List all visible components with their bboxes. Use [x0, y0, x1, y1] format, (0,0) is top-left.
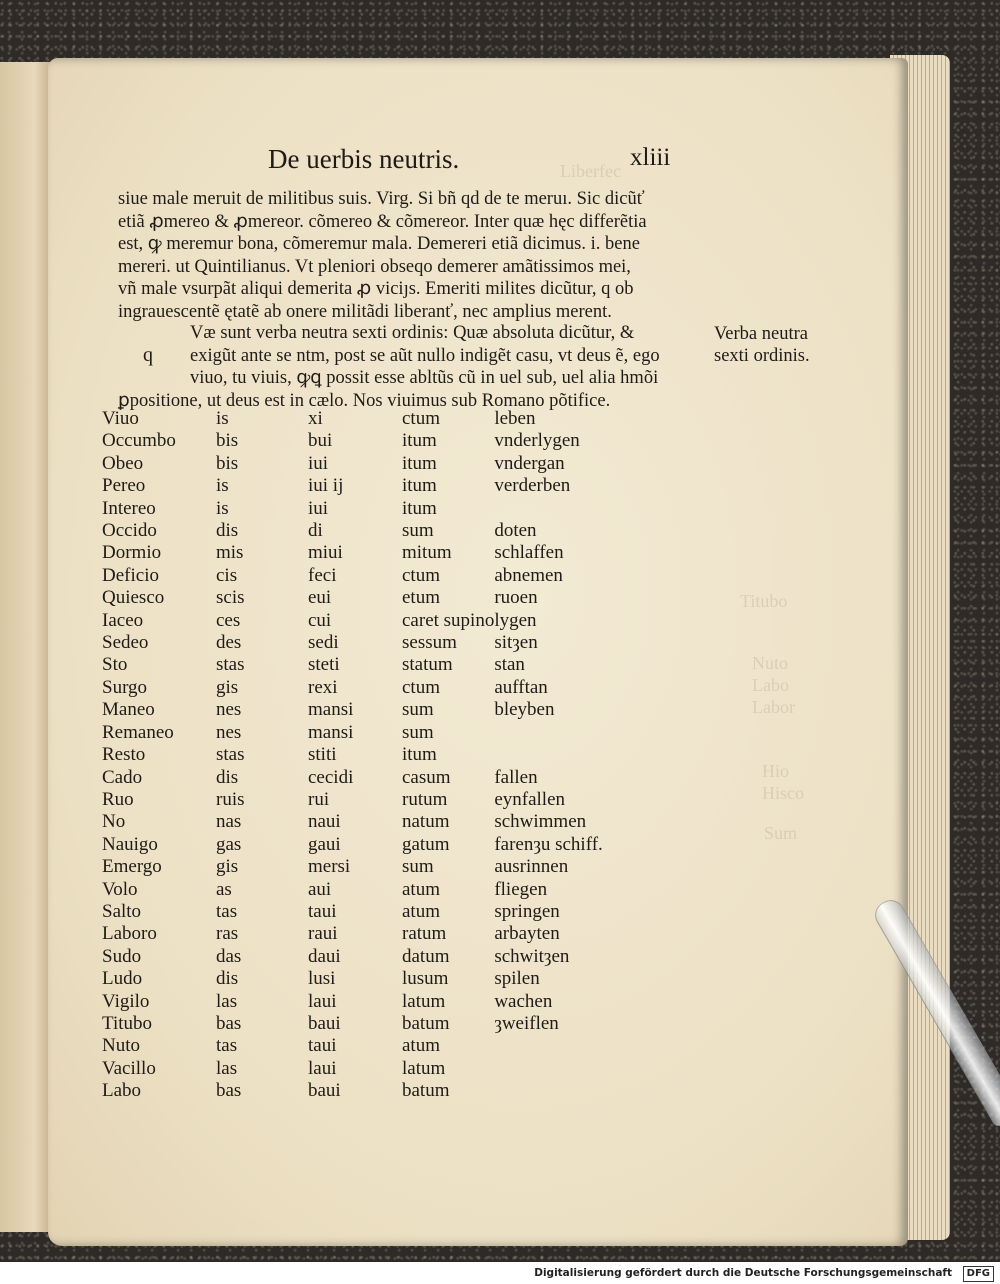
verb-lemma: Volo	[102, 878, 138, 900]
german-gloss: fliegen	[494, 878, 548, 900]
bleed-through: Hio Hisco	[762, 761, 804, 803]
german-gloss: ruoen	[494, 587, 538, 609]
verb-lemma: Ruo	[102, 788, 134, 810]
german-gloss	[494, 498, 634, 520]
verb-row	[102, 767, 634, 789]
verb-row	[102, 632, 634, 654]
verb-perfect: mersi	[308, 856, 351, 878]
verb-lemma: Titubo	[102, 1012, 152, 1034]
verb-lemma: Quiesco	[102, 587, 165, 609]
verb-perfect: cecidi	[308, 766, 354, 788]
verb-supine: batum	[402, 1080, 450, 1102]
verb-perfect: raui	[308, 923, 338, 945]
verb-row	[102, 408, 634, 430]
verb-supine: atum	[402, 900, 440, 922]
verb-perfect: daui	[308, 945, 341, 967]
verb-supine: itum	[402, 475, 437, 497]
verb-row	[102, 1058, 634, 1080]
verb-perfect: sedi	[308, 632, 339, 654]
bleed-through: Titubo	[740, 591, 788, 611]
verb-form-2: as	[216, 878, 232, 900]
verb-row	[102, 1035, 634, 1057]
verb-form-2: ras	[216, 923, 239, 945]
verb-supine: latum	[402, 990, 446, 1012]
text-line: ingrauescentẽ ętatẽ ab onere militãdi liberanť, nec amplius merent.	[118, 301, 612, 322]
running-title: De uerbis neutris.	[268, 144, 460, 174]
german-gloss: schwitȝen	[494, 945, 570, 967]
verb-supine: atum	[402, 878, 440, 900]
german-gloss: doten	[494, 520, 537, 542]
verb-form-2: gas	[216, 833, 242, 855]
german-gloss: stan	[494, 654, 525, 676]
verb-perfect: rui	[308, 788, 330, 810]
verb-form-2: is	[216, 497, 229, 519]
verb-perfect: mansi	[308, 721, 354, 743]
verb-perfect: cui	[308, 609, 332, 631]
verb-lemma: Obeo	[102, 452, 144, 474]
verb-perfect: xi	[308, 408, 323, 429]
text-line: ꝑpositione, ut deus est in cælo. Nos viuimus sub Romano põtifice.	[118, 390, 611, 411]
verb-row	[102, 923, 634, 945]
verb-form-2: las	[216, 990, 238, 1012]
verb-row	[102, 789, 634, 811]
verb-perfect: steti	[308, 654, 340, 676]
verb-perfect: aui	[308, 878, 332, 900]
verb-supine: sum	[402, 721, 434, 743]
verb-supine: ratum	[402, 923, 447, 945]
verb-row	[102, 610, 634, 632]
verb-supine: itum	[402, 452, 437, 474]
verb-form-2: bis	[216, 430, 239, 452]
footer-bar	[0, 1262, 1000, 1284]
verb-lemma: Ludo	[102, 968, 143, 990]
verb-lemma: Surgo	[102, 676, 148, 698]
german-gloss	[494, 744, 634, 766]
verb-form-2: nas	[216, 811, 242, 833]
verb-row	[102, 991, 634, 1013]
verb-row	[102, 677, 634, 699]
verb-supine: ctum	[402, 676, 440, 698]
verb-lemma: Resto	[102, 744, 146, 766]
funding-credit: Digitalisierung gefördert durch die Deutsche Forschungsgemeinschaft	[534, 1267, 952, 1279]
verb-row	[102, 834, 634, 856]
verb-supine: datum	[402, 945, 450, 967]
verb-row	[102, 453, 634, 475]
verb-supine: caret supino	[402, 609, 495, 631]
verb-supine: gatum	[402, 833, 450, 855]
folio-number: xliii	[630, 144, 671, 171]
verb-row	[102, 968, 634, 990]
verb-supine: rutum	[402, 788, 448, 810]
verb-perfect: baui	[308, 1080, 341, 1102]
german-gloss: abnemen	[494, 564, 563, 586]
german-gloss	[494, 722, 634, 744]
verb-row	[102, 901, 634, 923]
verb-form-2: nes	[216, 721, 242, 743]
verb-supine: etum	[402, 587, 440, 609]
verb-form-2: dis	[216, 520, 239, 542]
german-gloss: farenȝu schiff.	[494, 833, 603, 855]
verb-row	[102, 722, 634, 744]
verb-form-2: las	[216, 1057, 238, 1079]
verb-row	[102, 565, 634, 587]
verb-form-2: stas	[216, 744, 245, 766]
verb-lemma: Occido	[102, 520, 157, 542]
verb-lemma: Nuto	[102, 1035, 140, 1057]
paragraph-2	[118, 322, 718, 412]
verb-lemma: Maneo	[102, 699, 155, 721]
verb-supine: ctum	[402, 408, 440, 429]
verb-form-2: bas	[216, 1080, 242, 1102]
bleed-through: Liberfec	[560, 161, 621, 181]
verb-supine: itum	[402, 430, 437, 452]
text-line: est, ꝙ meremur bona, cõmeremur mala. Demereri etiã dicimus. i. bene	[118, 234, 640, 254]
verb-supine: lusum	[402, 968, 449, 990]
german-gloss: ausrinnen	[494, 856, 569, 878]
german-gloss: verderben	[494, 475, 571, 497]
verb-form-2: dis	[216, 766, 239, 788]
verb-lemma: Sedeo	[102, 632, 149, 654]
german-gloss: arbayten	[494, 923, 560, 945]
text-line: siue male meruit de militibus suis. Virg. Si bñ qd de te meruı. Sic dicũť	[118, 189, 645, 209]
verb-form-2: cis	[216, 564, 238, 586]
verb-lemma: Emergo	[102, 856, 162, 878]
verb-supine: sum	[402, 699, 434, 721]
verb-perfect: iui ij	[308, 475, 344, 497]
verb-supine: mitum	[402, 542, 452, 564]
verb-form-2: mis	[216, 542, 244, 564]
german-gloss: ȝweiflen	[494, 1012, 559, 1034]
verb-perfect: rexi	[308, 676, 338, 698]
verb-form-2: ces	[216, 609, 241, 631]
verb-supine: latum	[402, 1057, 446, 1079]
verb-perfect: miui	[308, 542, 343, 564]
verb-form-2: tas	[216, 1035, 238, 1057]
verb-lemma: Sudo	[102, 945, 142, 967]
verb-lemma: Sto	[102, 654, 128, 676]
verb-form-2: gis	[216, 856, 239, 878]
verb-form-2: scis	[216, 587, 245, 609]
verb-lemma: Vigilo	[102, 990, 150, 1012]
verb-supine: sessum	[402, 632, 457, 654]
verb-perfect: naui	[308, 811, 341, 833]
verb-perfect: baui	[308, 1012, 341, 1034]
bleed-through: Nuto Labo Labor	[752, 653, 795, 717]
german-gloss	[494, 1080, 634, 1102]
verb-perfect: di	[308, 520, 323, 542]
verb-perfect: laui	[308, 1057, 337, 1079]
verb-row	[102, 946, 634, 968]
verb-lemma: Nauigo	[102, 833, 158, 855]
german-gloss: lygen	[494, 609, 537, 631]
verb-lemma: Labo	[102, 1080, 142, 1102]
verb-form-2: das	[216, 945, 242, 967]
dfg-logo: DFG	[963, 1266, 994, 1282]
verb-lemma: Laboro	[102, 923, 157, 945]
german-gloss: wachen	[494, 990, 553, 1012]
verb-lemma: Pereo	[102, 475, 146, 497]
verb-form-2: bas	[216, 1012, 242, 1034]
verb-row	[102, 498, 634, 520]
verb-row	[102, 856, 634, 878]
german-gloss: vndergan	[494, 452, 565, 474]
verb-form-2: ruis	[216, 788, 245, 810]
verb-row	[102, 1013, 634, 1035]
german-gloss: fallen	[494, 766, 538, 788]
verb-form-2: stas	[216, 654, 245, 676]
verb-perfect: laui	[308, 990, 337, 1012]
verb-perfect: taui	[308, 900, 337, 922]
german-gloss	[494, 1035, 634, 1057]
verb-conjugation-table	[102, 408, 634, 1103]
verb-form-2: is	[216, 408, 229, 429]
verb-lemma: Cado	[102, 766, 143, 788]
verb-lemma: Intereo	[102, 497, 156, 519]
verb-form-2: gis	[216, 676, 239, 698]
german-gloss: schwimmen	[494, 811, 587, 833]
verb-row	[102, 879, 634, 901]
verb-row	[102, 542, 634, 564]
verb-supine: sum	[402, 520, 434, 542]
verb-perfect: bui	[308, 430, 333, 452]
text-line: viuo, tu viuis, ꝙꝗ possit esse abltũs cũ in uel sub, uel alia hmõi	[190, 368, 659, 388]
verb-supine: itum	[402, 497, 437, 519]
german-gloss: spilen	[494, 968, 540, 990]
verb-lemma: No	[102, 811, 126, 833]
verb-perfect: eui	[308, 587, 332, 609]
verb-row	[102, 744, 634, 766]
verb-supine: atum	[402, 1035, 440, 1057]
verb-form-2: is	[216, 475, 229, 497]
verb-supine: ctum	[402, 564, 440, 586]
verb-form-2: bis	[216, 452, 239, 474]
german-gloss: leben	[494, 408, 536, 429]
verb-perfect: mansi	[308, 699, 354, 721]
verb-row	[102, 520, 634, 542]
text-line: vñ male vsurpãt aliqui demerita ꝓ viciȷs. Emeriti milites dicũtur, q ob	[118, 279, 634, 299]
paragraph-1	[118, 188, 718, 323]
german-gloss: sitȝen	[494, 632, 538, 654]
verb-form-2: des	[216, 632, 242, 654]
verb-supine: casum	[402, 766, 451, 788]
verb-row	[102, 587, 634, 609]
verb-lemma: Salto	[102, 900, 142, 922]
verb-lemma: Vacillo	[102, 1057, 156, 1079]
german-gloss: eynfallen	[494, 788, 566, 810]
verb-perfect: iui	[308, 452, 329, 474]
verb-lemma: Deficio	[102, 564, 159, 586]
marginal-note-line: Verba neutra	[714, 324, 808, 344]
verb-row	[102, 699, 634, 721]
verb-form-2: nes	[216, 699, 242, 721]
verb-row	[102, 430, 634, 452]
bleed-through: Sum	[764, 823, 798, 843]
german-gloss: schlaffen	[494, 542, 564, 564]
verb-form-2: dis	[216, 968, 239, 990]
text-line: mereri. ut Quintilianus. Vt pleniori obseqo demerer amãtissimos mei,	[118, 256, 631, 277]
german-gloss	[494, 1058, 634, 1080]
german-gloss: vnderlygen	[494, 430, 580, 452]
german-gloss: aufftan	[494, 676, 548, 698]
verb-perfect: gaui	[308, 833, 341, 855]
text-line: etiã ꝓmereo & ꝓmereor. cõmereo & cõmereor. Inter quæ hęc differẽtia	[118, 211, 647, 232]
german-gloss: bleyben	[494, 699, 555, 721]
verb-supine: natum	[402, 811, 450, 833]
verb-supine: itum	[402, 744, 437, 766]
verb-lemma: Iaceo	[102, 609, 144, 631]
verb-lemma: Remaneo	[102, 721, 174, 743]
verb-row	[102, 475, 634, 497]
verb-row	[102, 1080, 634, 1102]
verb-supine: batum	[402, 1012, 450, 1034]
verb-lemma: Viuo	[102, 408, 139, 429]
verb-lemma: Dormio	[102, 542, 162, 564]
verb-supine: sum	[402, 856, 434, 878]
verb-perfect: lusi	[308, 968, 336, 990]
text-line: Væ sunt verba neutra sexti ordinis: Quæ absoluta dicũtur, &	[190, 323, 635, 343]
initial-guide-letter: q	[143, 344, 153, 366]
verb-row	[102, 654, 634, 676]
verb-lemma: Occumbo	[102, 430, 176, 452]
marginal-note	[714, 323, 810, 367]
verb-supine: statum	[402, 654, 453, 676]
verb-perfect: iui	[308, 497, 329, 519]
verb-row	[102, 811, 634, 833]
verb-perfect: feci	[308, 564, 337, 586]
text-line: exigũt ante se ntm, post se aũt nullo indigẽt casu, vt deus ẽ, ego	[190, 345, 660, 366]
verb-perfect: taui	[308, 1035, 337, 1057]
german-gloss: springen	[494, 900, 560, 922]
verb-form-2: tas	[216, 900, 238, 922]
verb-perfect: stiti	[308, 744, 337, 766]
marginal-note-line: sexti ordinis.	[714, 346, 810, 366]
